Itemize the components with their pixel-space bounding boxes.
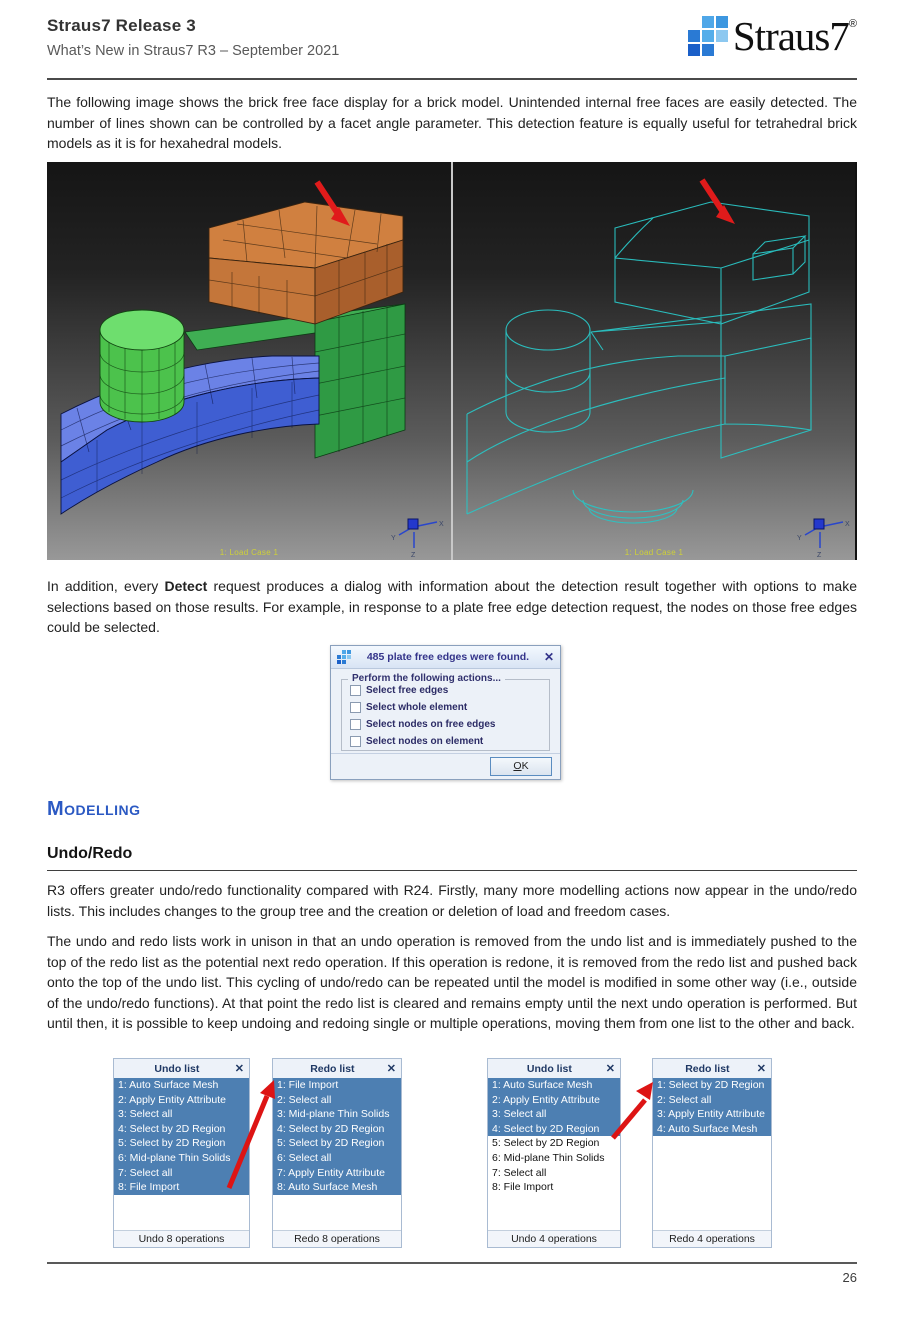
checkbox-icon[interactable] [350,685,361,696]
shaded-brick-model [47,162,451,560]
checkbox-icon[interactable] [350,736,361,747]
list-item[interactable]: 4: Select by 2D Region [488,1122,620,1137]
panel-footer: Undo 8 operations [114,1230,249,1247]
group-box-label: Perform the following actions... [348,673,505,684]
list-item[interactable]: 8: Auto Surface Mesh [273,1180,401,1195]
checkbox-icon[interactable] [350,702,361,713]
svg-text:Y: Y [391,535,396,542]
checkbox-label: Select nodes on element [366,736,484,747]
straus7-logo [688,13,857,59]
actions-group-box [341,673,550,751]
panel-close-icon[interactable]: ✕ [386,1063,396,1075]
list-item[interactable]: 4: Select by 2D Region [273,1122,401,1137]
list-item[interactable]: 1: Auto Surface Mesh [114,1078,249,1093]
modelling-section-heading: Modelling [47,798,141,820]
checkbox-select-whole-element[interactable] [350,701,549,714]
dialog-title-bar [331,646,560,669]
document-title: Straus7 Release 3 [47,16,196,35]
svg-text:X: X [439,521,444,528]
straus7-wordmark: Straus7 [732,13,849,59]
panel-title: Redo list [310,1062,355,1075]
list-item[interactable]: 1: Auto Surface Mesh [488,1078,620,1093]
list-item[interactable]: 5: Select by 2D Region [273,1136,401,1151]
list-item[interactable]: 1: Select by 2D Region [653,1078,771,1093]
checkbox-label: Select free edges [366,685,449,696]
undo-paragraph-1: R3 offers greater undo/redo functionality compared with R24. Firstly, many more modelling actions now appear in the undo/redo lists. This includes changes to the group tree and the creation or deletion of load and freedom cases. [47,882,857,919]
load-case-label: 1: Load Case 1 [624,548,684,557]
checkbox-icon[interactable] [350,719,361,730]
svg-text:Z: Z [411,552,416,559]
list-item[interactable]: 1: File Import [273,1078,401,1093]
model-viewport-wireframe [451,162,855,560]
page-header [47,13,857,80]
registered-mark: ® [848,18,857,30]
detect-result-dialog [330,645,561,780]
checkbox-label: Select nodes on free edges [366,719,496,730]
panel-footer: Redo 4 operations [653,1230,771,1247]
panel-title: Undo list [526,1062,572,1075]
list-item[interactable]: 3: Select all [488,1107,620,1122]
list-item[interactable]: 2: Apply Entity Attribute [114,1093,249,1108]
checkbox-select-nodes-on-free-edges[interactable] [350,718,549,731]
svg-text:X: X [845,521,850,528]
panel-title: Redo list [685,1062,730,1075]
dialog-close-icon[interactable]: ✕ [543,650,554,664]
detect-text-before: In addition, every [47,578,165,594]
list-item[interactable]: 7: Select all [114,1166,249,1181]
brick-free-face-figure [47,162,857,560]
panel-footer: Redo 8 operations [273,1230,401,1247]
list-item[interactable]: 4: Select by 2D Region [114,1122,249,1137]
panel-close-icon[interactable]: ✕ [756,1063,766,1075]
list-item[interactable]: 2: Apply Entity Attribute [488,1093,620,1108]
list-item[interactable]: 8: File Import [492,1181,554,1194]
ok-rest: K [521,760,529,772]
page-footer [47,1262,857,1285]
straus7-dialog-icon [337,650,352,665]
list-item[interactable]: 6: Select all [273,1151,401,1166]
svg-text:Z: Z [817,552,822,559]
detect-keyword: Detect [164,578,208,594]
panel-footer: Undo 4 operations [488,1230,620,1247]
model-viewport-shaded [47,162,451,560]
list-item[interactable]: 7: Apply Entity Attribute [273,1166,401,1181]
wireframe-brick-model [453,162,857,560]
detect-paragraph [47,576,857,638]
ok-accelerator: O [513,760,522,772]
load-case-label: 1: Load Case 1 [219,548,279,557]
dialog-footer [331,753,560,779]
list-item[interactable]: 3: Mid-plane Thin Solids [273,1107,401,1122]
straus7-logo-icon [688,16,731,58]
list-item[interactable]: 3: Apply Entity Attribute [653,1107,771,1122]
undo-paragraph-2: The undo and redo lists work in unison in that an undo operation is removed from the undo list and is immediately pushed to the top of the redo list as the potential next redo operation. If this operation is redone, it is removed from the redo list and pushed back onto the top of the undo list. This cycling of undo/redo can be repeated until the model is modified in some other way (i.e., outside of the undo/redo functions). At that point the redo list is cleared and remains empty until the next undo operation is performed. But until then, it is possible to keep undoing and redoing single or multiple operations, moving them from one list to the other and back. [47,933,857,1031]
ok-button[interactable] [490,757,552,776]
checkbox-select-nodes-on-element[interactable] [350,735,549,748]
list-item[interactable]: 5: Select by 2D Region [492,1137,600,1150]
list-item[interactable]: 6: Mid-plane Thin Solids [492,1151,605,1164]
annotation-arrows [47,1058,857,1252]
list-item[interactable]: 8: File Import [114,1180,249,1195]
list-item[interactable]: 4: Auto Surface Mesh [653,1122,771,1137]
list-item[interactable]: 2: Select all [653,1093,771,1108]
checkbox-label: Select whole element [366,702,468,713]
dialog-title: 485 plate free edges were found. [366,651,530,663]
list-item[interactable]: 3: Select all [114,1107,249,1122]
undo-redo-lists-figure [47,1058,857,1252]
undo-redo-heading: Undo/Redo [47,845,857,871]
list-item[interactable]: 5: Select by 2D Region [114,1136,249,1151]
panel-close-icon[interactable]: ✕ [605,1063,615,1075]
document-subtitle: What’s New in Straus7 R3 – September 2021 [47,43,340,59]
detect-text-after: request produces a dialog with information about the detection result together with options to make selections based on those results. For example, in response to a plate free edge detection request, the nodes on those free edges could be selected. [47,578,858,635]
panel-title: Undo list [154,1062,200,1075]
page-number: 26 [842,1270,857,1285]
intro-paragraph: The following image shows the brick free face display for a brick model. Unintended internal free faces are easily detected. The number of lines shown can be controlled by a facet angle parameter. This detection feature is equally useful for tetrahedral brick models as it is for hexahedral models. [47,94,857,151]
svg-text:Y: Y [797,535,802,542]
list-item[interactable]: 2: Select all [273,1093,401,1108]
panel-close-icon[interactable]: ✕ [234,1063,244,1075]
list-item[interactable]: 6: Mid-plane Thin Solids [114,1151,249,1166]
list-item[interactable]: 7: Select all [492,1166,547,1179]
checkbox-select-free-edges[interactable] [350,684,549,697]
